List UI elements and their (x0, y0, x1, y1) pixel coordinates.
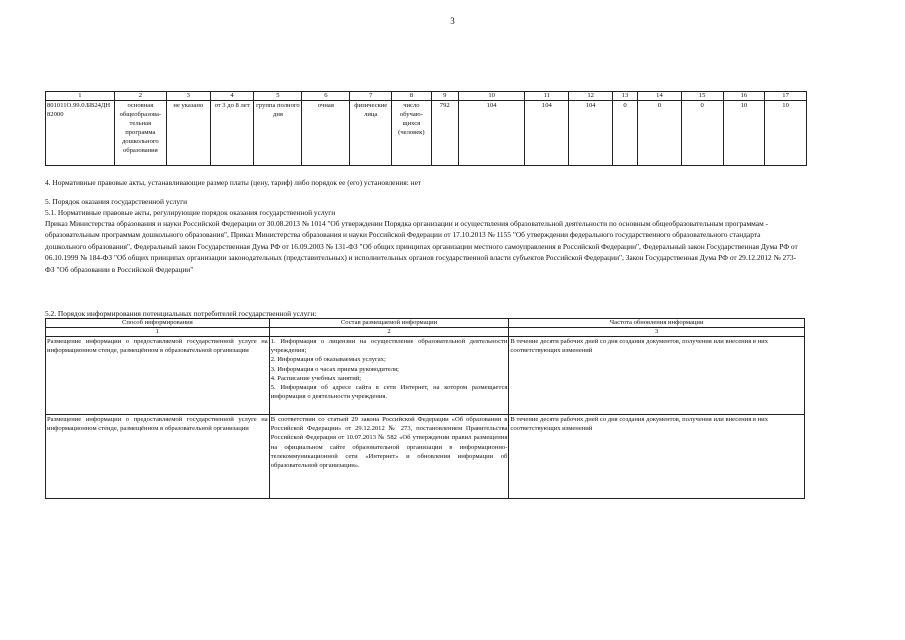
section-5-2-heading: 5.2. Порядок информирования потенциальных потребителей государственной услуги: (45, 309, 317, 318)
table-row (46, 415, 805, 499)
col-number: 14 (638, 92, 682, 101)
information-table-header-row (46, 319, 805, 328)
table-cell: группа полного дня (254, 101, 302, 166)
column-number: 1 (46, 328, 270, 337)
section-4-paragraph: 4. Нормативные правовые акты, устанавливающие размер платы (цену, тариф) либо порядок ее (его) установления: нет (45, 178, 422, 187)
section-5-1-heading: 5.1. Нормативные правовые акты, регулирующие порядок оказания государственной услуги (45, 208, 336, 217)
table-row (46, 337, 805, 415)
content-line: 5. Информация об адресе сайта в сети Интернет, на котором размещается информация о деятельности учреждения. (270, 384, 508, 401)
information-table-number-row (46, 328, 805, 337)
table-cell: 0 (638, 101, 682, 166)
information-table (45, 318, 805, 499)
table-cell: физические лица (350, 101, 392, 166)
col-number: 4 (210, 92, 254, 101)
table-cell: 0 (613, 101, 638, 166)
col-number: 17 (765, 92, 807, 101)
indicator-table-header-row (46, 92, 807, 101)
table-cell: 104 (525, 101, 569, 166)
column-header: Состав размещаемой информации (269, 319, 509, 328)
section-5-heading: 5. Порядок оказания государственной услуги (45, 197, 188, 206)
col-number: 6 (302, 92, 350, 101)
col-number: 1 (46, 92, 115, 101)
col-number: 10 (458, 92, 525, 101)
page-number: 3 (450, 16, 455, 26)
col-number: 11 (525, 92, 569, 101)
table-cell: 10 (723, 101, 765, 166)
col-number: 12 (569, 92, 613, 101)
col-number: 5 (254, 92, 302, 101)
col-number: 8 (392, 92, 432, 101)
content-line: 4. Расписание учебных занятий; (270, 374, 362, 382)
content-cell (269, 415, 509, 499)
col-number: 3 (166, 92, 210, 101)
column-number: 3 (509, 328, 805, 337)
frequency-cell: В течение десяти рабочих дней со дня создания документов, получения или внесения в них соответствующих изменений (509, 337, 805, 415)
content-line: 1. Информация о лицензии на осуществление образовательной деятельности учреждения; (270, 338, 508, 355)
col-number: 16 (723, 92, 765, 101)
column-header: Частота обновления информации (509, 319, 805, 328)
registry-code-cell: 801011О.99.0.БВ24ДН82000 (46, 101, 115, 166)
section-5-1-paragraph: Приказ Министерства образования и науки Российской Федерации от 30.08.2013 № 1014 "Об утверждении Порядка организации и осуществления образовательной деятельности по основным общеобразовательным программам - образовательным программам дошкольного образования", Приказ Министерства образования и науки Российской Федерации от 17.10.2013 № 1155 "Об утверждении федерального государственного образовательного стандарта дошкольного образования", Федеральный закон Государственная Дума РФ от 16.09.2003 № 131-ФЗ "Об общих принципах организации местного самоуправления в Российской Федерации", Федеральный закон Государственная Дума РФ от 06.10.1999 № 184-ФЗ "Об общих принципах организации законодательных (представительных) и исполнительных органов государственной власти субъектов Российской Федерации", Закон Государственная Дума РФ от 29.12.2012 № 273-ФЗ "Об образовании в Российской Федерации" (45, 219, 798, 274)
table-cell: число обучаю-щихся (человек) (392, 101, 432, 166)
table-cell: 0 (681, 101, 723, 166)
indicator-table (45, 91, 807, 166)
table-cell: 104 (569, 101, 613, 166)
method-cell: Размещение информации о предоставляемой государственной услуге на информационном стенде, размещённом в образовательной организации (46, 337, 270, 415)
col-number: 9 (431, 92, 458, 101)
table-cell: 792 (431, 101, 458, 166)
table-cell: 104 (458, 101, 525, 166)
content-line: 3. Информация о часах приема руководителя; (270, 365, 399, 373)
table-cell: очная (302, 101, 350, 166)
column-header: Способ информирования (46, 319, 270, 328)
method-cell: Размещение информации о предоставляемой государственной услуге на информационном стенде, размещённом в образовательной организации (46, 415, 270, 499)
col-number: 15 (681, 92, 723, 101)
frequency-cell: В течение десяти рабочих дней со дня создания документов, получения или внесения в них соответствующих изменений (509, 415, 805, 499)
col-number: 13 (613, 92, 638, 101)
content-line: 2. Информация об оказываемых услугах; (270, 356, 386, 364)
column-number: 2 (269, 328, 509, 337)
table-cell: от 3 до 8 лет (210, 101, 254, 166)
table-row (46, 101, 807, 166)
table-cell: 10 (765, 101, 807, 166)
content-line: В соответствии со статьей 29 закона Российской Федерации «Об образовании в Российской Федерации» от 29.12.2012 № 273, постановлением Правительства Российской Федерация от 10.07.2013 № 582 «Об утверждении правил размещения на официальном сайте образовательной организации в информационно-телекоммуникационной сети «Интернет» и обновления информации об образовательной организации». (270, 416, 508, 470)
col-number: 2 (114, 92, 166, 101)
program-cell: основная общеобразова-тельная программа дошкольного образования (114, 101, 166, 166)
table-cell: не указано (166, 101, 210, 166)
content-cell (269, 337, 509, 415)
col-number: 7 (350, 92, 392, 101)
